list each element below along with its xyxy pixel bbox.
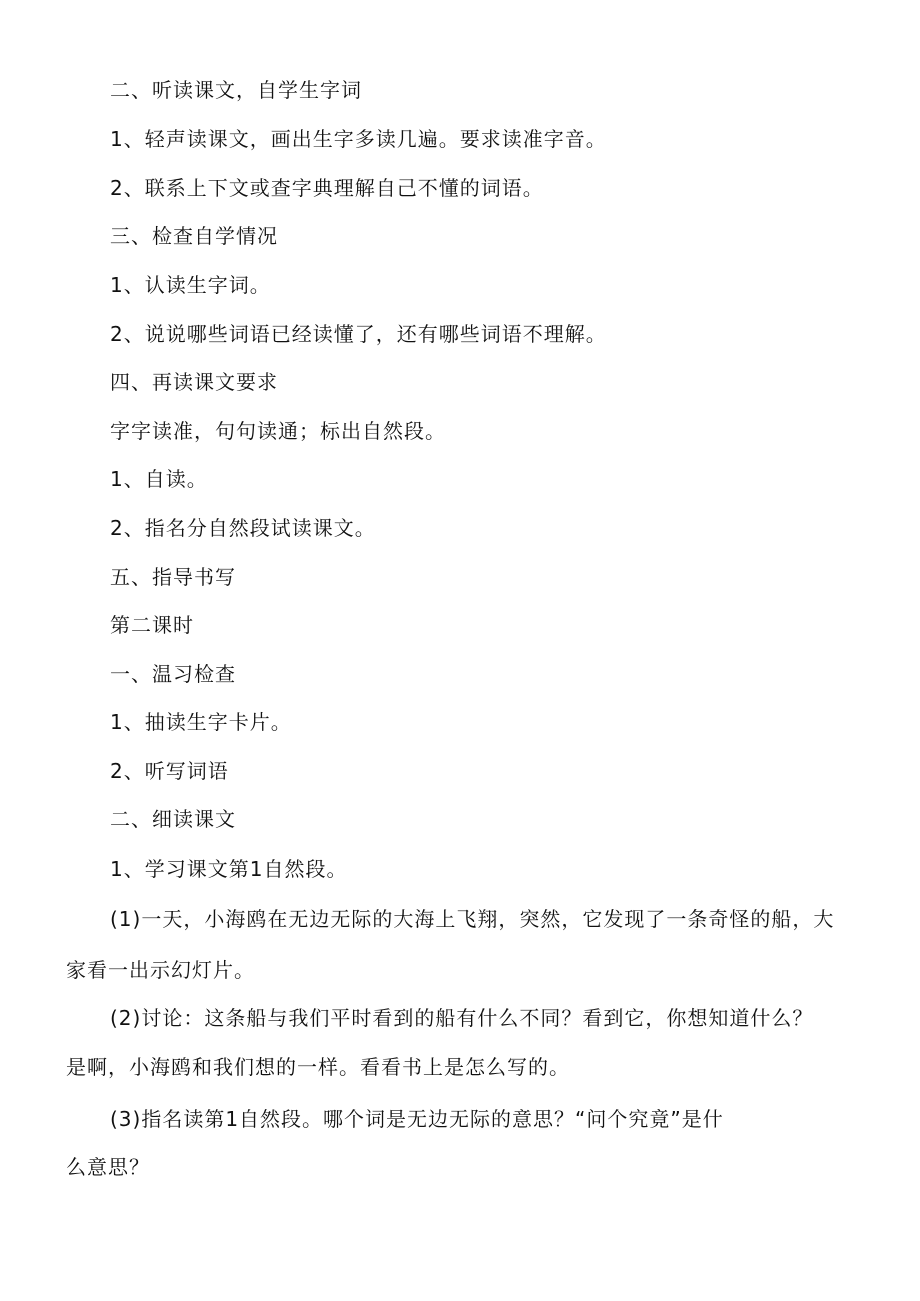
paragraph-line: 1、自读。 bbox=[110, 467, 208, 491]
section-heading-1: 一、温习检查 bbox=[110, 662, 236, 686]
paragraph-line: 2、联系上下文或查字典理解自己不懂的词语。 bbox=[110, 176, 544, 200]
section-heading-4: 四、再读课文要求 bbox=[110, 370, 278, 394]
paragraph-line: 1、认读生字词。 bbox=[110, 273, 271, 297]
paragraph-line: 1、轻声读课文，画出生字多读几遍。要求读准字音。 bbox=[110, 127, 607, 151]
paragraph-line: 2、说说哪些词语已经读懂了，还有哪些词语不理解。 bbox=[110, 322, 607, 346]
paragraph-line: (1)一天，小海鸥在无边无际的大海上飞翔，突然，它发现了一条奇怪的船，大 bbox=[110, 907, 835, 931]
paragraph-line: 么意思？ bbox=[66, 1155, 150, 1179]
lesson-heading: 第二课时 bbox=[110, 613, 194, 637]
paragraph-line: 2、听写词语 bbox=[110, 759, 229, 783]
paragraph-line: 家看一出示幻灯片。 bbox=[66, 958, 255, 982]
paragraph-line: 2、指名分自然段试读课文。 bbox=[110, 516, 376, 540]
section-heading-2b: 二、细读课文 bbox=[110, 807, 236, 831]
paragraph-line: 1、学习课文第1自然段。 bbox=[110, 857, 348, 881]
paragraph-line: 是啊，小海鸥和我们想的一样。看看书上是怎么写的。 bbox=[66, 1055, 570, 1079]
section-heading-2: 二、听读课文，自学生字词 bbox=[110, 78, 362, 102]
paragraph-line: 字字读准，句句读通；标出自然段。 bbox=[110, 419, 446, 443]
paragraph-line: (3)指名读第1自然段。哪个词是无边无际的意思？“问个究竟”是什 bbox=[110, 1107, 724, 1131]
paragraph-line: 1、抽读生字卡片。 bbox=[110, 710, 292, 734]
paragraph-line: (2)讨论：这条船与我们平时看到的船有什么不同？看到它，你想知道什么？ bbox=[110, 1006, 814, 1030]
section-heading-5: 五、指导书写 bbox=[110, 565, 236, 589]
section-heading-3: 三、检查自学情况 bbox=[110, 224, 278, 248]
